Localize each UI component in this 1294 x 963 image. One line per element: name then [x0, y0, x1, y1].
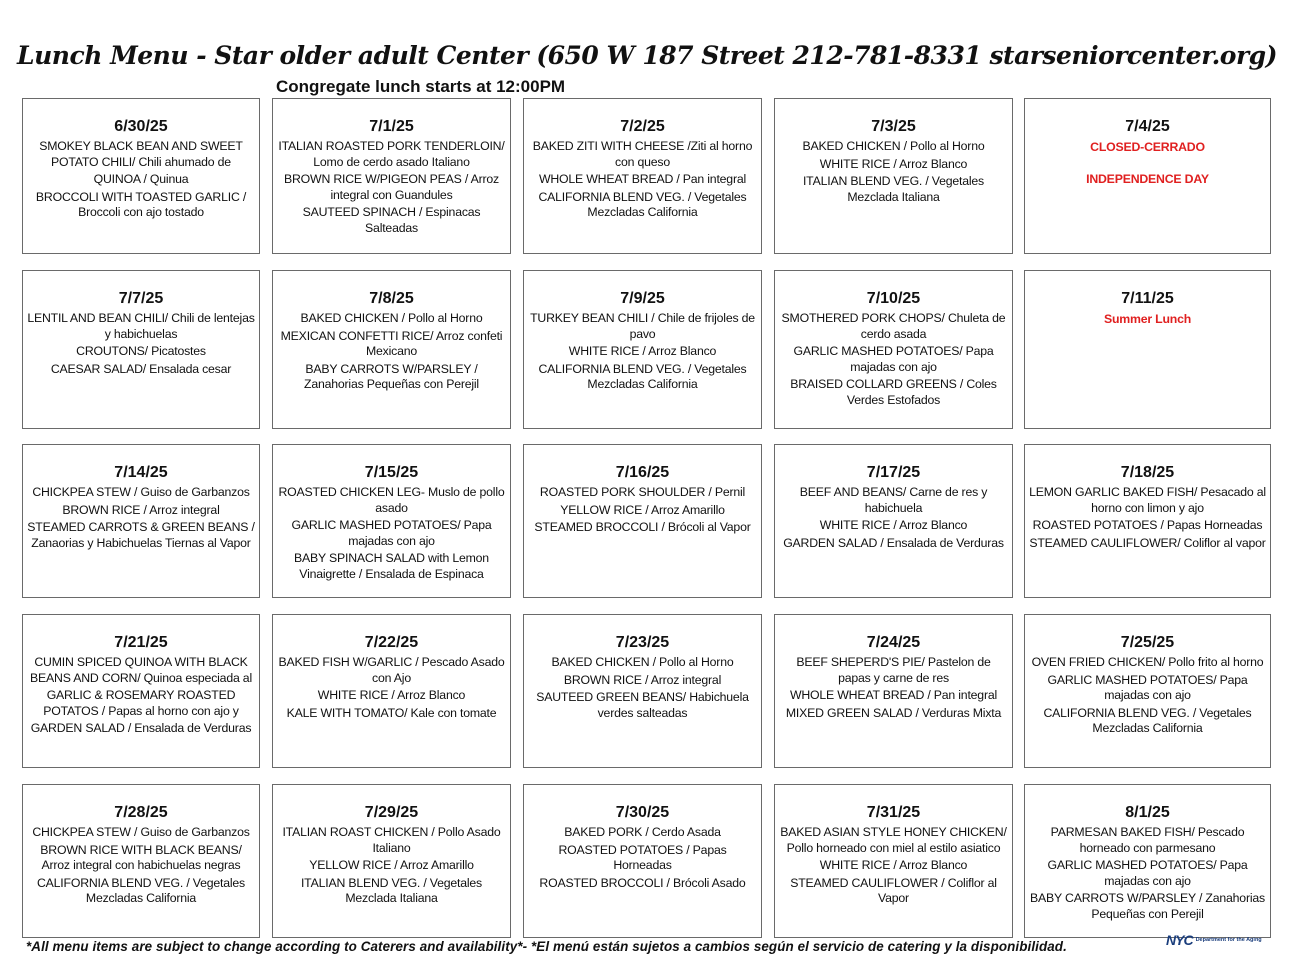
day-cell	[523, 98, 762, 254]
menu-item: BAKED ASIAN STYLE HONEY CHICKEN/ Pollo horneado con miel al estilo asiatico	[780, 825, 1007, 855]
menu-item: BAKED FISH W/GARLIC / Pescado Asado con Ajo	[278, 655, 505, 685]
menu-item: WHITE RICE / Arroz Blanco	[819, 518, 968, 532]
menu-item: BROWN RICE W/PIGEON PEAS / Arroz integral con Guandules	[284, 172, 499, 202]
menu-item: BAKED CHICKEN / Pollo al Horno	[802, 139, 985, 153]
disclaimer: *All menu items are subject to change according to Caterers and availability*- *El menú están sujetos a cambios según el servicio de catering y la disponibilidad.	[26, 939, 1067, 954]
menu-item: KALE WITH TOMATO/ Kale con tomate	[286, 705, 497, 720]
menu-item: BAKED CHICKEN / Pollo al Horno	[300, 311, 483, 325]
menu-item: CALIFORNIA BLEND VEG. / Vegetales Mezcladas California	[538, 189, 747, 219]
menu-item: SAUTEED SPINACH / Espinacas Salteadas	[302, 205, 481, 235]
nyc-aging-logo	[1166, 932, 1266, 948]
menu-item: STEAMED CAULIFLOWER / Coliflor al Vapor	[790, 875, 997, 905]
menu-item: YELLOW RICE / Arroz Amarillo	[560, 502, 725, 517]
menu-item: BAKED PORK / Cerdo Asada	[564, 825, 721, 839]
day-date: 7/10/25	[866, 290, 921, 307]
menu-item: ITALIAN ROAST CHICKEN / Pollo Asado Italiano	[282, 825, 501, 855]
day-cell	[22, 784, 260, 938]
menu-item: CALIFORNIA BLEND VEG. / Vegetales Mezcladas California	[1043, 705, 1252, 735]
menu-item: WHOLE WHEAT BREAD / Pan integral	[789, 688, 998, 702]
day-date: 7/17/25	[866, 464, 921, 481]
day-date: 7/11/25	[1121, 290, 1174, 307]
day-cell	[1024, 270, 1271, 429]
day-date: 7/15/25	[364, 464, 419, 481]
menu-item: BROCCOLI WITH TOASTED GARLIC / Broccoli con ajo tostado	[35, 189, 247, 219]
day-date: 7/18/25	[1120, 464, 1175, 481]
menu-item: ITALIAN BLEND VEG. / Vegetales Mezclada Italiana	[300, 875, 483, 905]
day-cell	[272, 614, 511, 768]
menu-item: WHITE RICE / Arroz Blanco	[819, 858, 968, 872]
day-date: 7/7/25	[118, 290, 164, 307]
menu-item: ROASTED BROCCOLI / Brócoli Asado	[539, 875, 746, 890]
day-cell	[22, 614, 260, 768]
menu-item: BAKED CHICKEN / Pollo al Horno	[551, 655, 734, 669]
menu-item: STEAMED BROCCOLI / Brócoli al Vapor	[534, 520, 751, 534]
menu-item: WHOLE WHEAT BREAD / Pan integral	[538, 172, 747, 186]
day-cell	[22, 270, 260, 429]
day-cell	[272, 98, 511, 254]
closure-note: Summer Lunch	[1103, 312, 1192, 326]
day-cell	[774, 614, 1013, 768]
menu-item: MEXICAN CONFETTI RICE/ Arroz confeti Mexicano	[280, 328, 503, 358]
day-cell	[272, 270, 511, 429]
day-cell	[272, 444, 511, 598]
menu-item: BROWN RICE WITH BLACK BEANS/ Arroz integral con habichuelas negras	[40, 842, 242, 872]
menu-item: MIXED GREEN SALAD / Verduras Mixta	[785, 705, 1002, 720]
closure-note: INDEPENDENCE DAY	[1086, 171, 1209, 186]
menu-item: PARMESAN BAKED FISH/ Pescado horneado con parmesano	[1050, 825, 1245, 855]
day-date: 7/31/25	[866, 804, 921, 821]
menu-item: ROASTED POTATOES / Papas Horneadas	[558, 842, 727, 872]
menu-item: LENTIL AND BEAN CHILI/ Chili de lentejas y habichuelas	[27, 311, 255, 341]
menu-item: GARLIC & ROSEMARY ROASTED POTATOS / Papas al horno con ajo y	[43, 688, 239, 718]
day-date: 7/21/25	[114, 634, 168, 651]
menu-item: GARLIC MASHED POTATOES/ Papa majadas con ajo	[1047, 858, 1248, 888]
menu-item: BABY CARROTS W/PARSLEY / Zanahorias Pequeñas con Perejil	[1030, 891, 1265, 921]
menu-item: GARLIC MASHED POTATOES/ Papa majadas con ajo	[1047, 672, 1248, 702]
menu-item: LEMON GARLIC BAKED FISH/ Pesacado al horno con limon y ajo	[1029, 485, 1266, 515]
day-date: 7/3/25	[871, 118, 916, 135]
menu-item: ROASTED CHICKEN LEG- Muslo de pollo asado	[278, 485, 505, 515]
day-date: 7/28/25	[114, 804, 168, 821]
day-date: 7/22/25	[364, 634, 419, 651]
menu-item: CROUTONS/ Picatostes	[76, 344, 206, 358]
menu-item: GARDEN SALAD / Ensalada de Verduras	[783, 535, 1004, 550]
menu-item: SMOTHERED PORK CHOPS/ Chuleta de cerdo asada	[781, 311, 1006, 341]
menu-item: BEEF AND BEANS/ Carne de res y habichuela	[799, 485, 988, 515]
menu-item: QUINOA / Quinua	[93, 172, 189, 186]
day-date: 7/16/25	[615, 464, 670, 481]
day-date: 7/2/25	[620, 118, 665, 135]
day-cell	[22, 98, 260, 254]
menu-item: CALIFORNIA BLEND VEG. / Vegetales Mezcladas California	[538, 361, 747, 391]
day-date: 7/4/25	[1125, 118, 1170, 135]
day-date: 7/1/25	[369, 118, 414, 135]
day-cell	[523, 444, 762, 598]
day-cell	[272, 784, 511, 938]
day-cell	[1024, 784, 1271, 938]
menu-item: ROASTED POTATOES / Papas Horneadas	[1032, 518, 1263, 532]
day-date: 7/24/25	[866, 634, 921, 651]
day-cell	[1024, 98, 1271, 254]
lunch-start-note: Congregate lunch starts at 12:00PM	[276, 77, 566, 96]
menu-item: GARLIC MASHED POTATOES/ Papa majadas con ajo	[793, 344, 994, 374]
day-date: 7/25/25	[1120, 634, 1175, 651]
menu-item: ROASTED PORK SHOULDER / Pernil	[539, 485, 746, 499]
menu-item: OVEN FRIED CHICKEN/ Pollo frito al horno	[1031, 655, 1264, 669]
day-cell	[523, 614, 762, 768]
menu-item: STEAMED CAULIFLOWER/ Coliflor al vapor	[1029, 535, 1266, 550]
day-cell	[523, 784, 762, 938]
menu-item: YELLOW RICE / Arroz Amarillo	[309, 858, 474, 872]
menu-item: BROWN RICE / Arroz integral	[563, 672, 722, 687]
day-cell	[774, 270, 1013, 429]
closure-note: CLOSED-CERRADO	[1090, 140, 1205, 154]
menu-item: GARLIC MASHED POTATOES/ Papa majadas con ajo	[291, 518, 492, 548]
menu-item: BABY CARROTS W/PARSLEY / Zanahorias Pequeñas con Perejil	[304, 361, 479, 391]
menu-item: TURKEY BEAN CHILI / Chile de frijoles de pavo	[530, 311, 755, 341]
menu-item: ITALIAN BLEND VEG. / Vegetales Mezclada Italiana	[802, 174, 985, 204]
day-cell	[1024, 614, 1271, 768]
menu-item: CALIFORNIA BLEND VEG. / Vegetales Mezcladas California	[36, 875, 245, 905]
menu-item: SAUTEED GREEN BEANS/ Habichuela verdes salteadas	[536, 690, 749, 720]
menu-item: CUMIN SPICED QUINOA WITH BLACK BEANS AND CORN/ Quinoa especiada al	[30, 655, 252, 685]
day-cell	[523, 270, 762, 429]
menu-item: SMOKEY BLACK BEAN AND SWEET POTATO CHILI/ Chili ahumado de	[39, 139, 243, 169]
day-cell	[1024, 444, 1271, 598]
nyc-logo-text: Department for the Aging	[1195, 937, 1262, 943]
menu-item: STEAMED CARROTS & GREEN BEANS / Zanaorias y Habichuelas Tiernas al Vapor	[27, 520, 255, 550]
day-date: 7/8/25	[369, 290, 414, 307]
menu-item: BEEF SHEPERD'S PIE/ Pastelon de papas y carne de res	[796, 655, 991, 685]
day-date: 8/1/25	[1125, 804, 1170, 821]
menu-item: BROWN RICE / Arroz integral	[62, 502, 220, 517]
day-date: 7/14/25	[114, 464, 168, 481]
menu-item: GARDEN SALAD / Ensalada de Verduras	[30, 721, 252, 735]
menu-item: WHITE RICE / Arroz Blanco	[568, 344, 717, 358]
day-cell	[774, 784, 1013, 938]
menu-item: BABY SPINACH SALAD with Lemon Vinaigrette / Ensalada de Espinaca	[294, 551, 489, 581]
day-cell	[774, 444, 1013, 598]
day-cell	[774, 98, 1013, 254]
menu-item: CHICKPEA STEW / Guiso de Garbanzos	[32, 825, 250, 839]
page-title: Lunch Menu - Star older adult Center (650 W 187 Street 212-781-8331 starseniorcenter.org)	[17, 41, 1277, 70]
day-date: 7/30/25	[615, 804, 670, 821]
menu-item: ITALIAN ROASTED PORK TENDERLOIN/ Lomo de cerdo asado Italiano	[278, 139, 505, 169]
menu-item: CAESAR SALAD/ Ensalada cesar	[50, 361, 232, 376]
menu-item: WHITE RICE / Arroz Blanco	[819, 156, 968, 171]
day-date: 7/23/25	[615, 634, 670, 651]
menu-item: CHICKPEA STEW / Guiso de Garbanzos	[32, 485, 250, 499]
nyc-logo-mark: NYC	[1166, 932, 1193, 948]
day-date: 7/9/25	[620, 290, 665, 307]
menu-item: BRAISED COLLARD GREENS / Coles Verdes Estofados	[790, 377, 997, 407]
day-cell	[22, 444, 260, 598]
menu-item: BAKED ZITI WITH CHEESE /Ziti al horno con queso	[532, 139, 753, 169]
day-date: 6/30/25	[114, 118, 168, 135]
day-date: 7/29/25	[364, 804, 419, 821]
menu-item: WHITE RICE / Arroz Blanco	[317, 688, 466, 702]
